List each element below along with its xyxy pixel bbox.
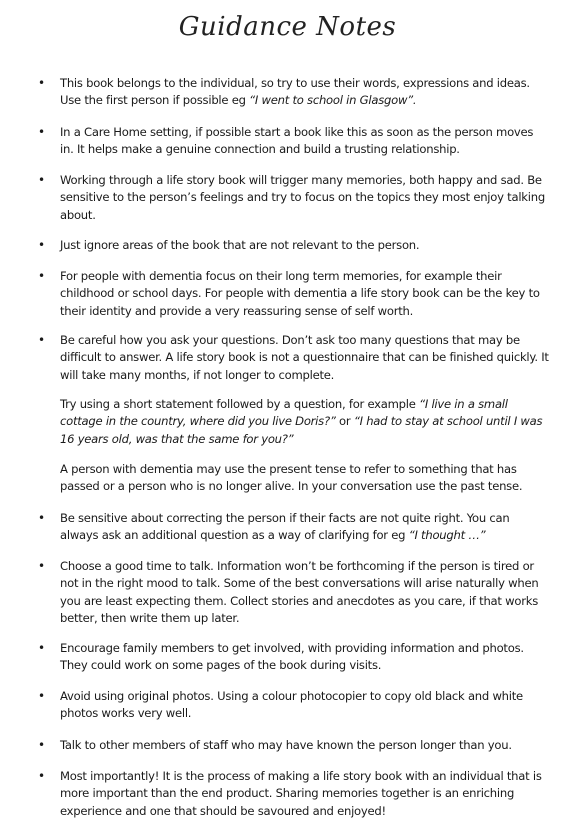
item-text: Avoid using original photos. Using a colour photocopier to copy old black and white photos works very well. (60, 689, 523, 721)
item-text: Most importantly! It is the process of making a life story book with an individual that is more important than the end product. Sharing memories together is an enriching experience and one that should be savoured and enjoyed! (60, 769, 542, 818)
guidance-item-good-time (38, 558, 550, 628)
guidance-paragraph-short-statement (60, 396, 550, 448)
guidance-item-care-home (38, 124, 550, 159)
item-text-mid: or (335, 414, 354, 429)
item-quote-2: “I had to stay at school until I was 16 years old, was that the same for you?” (60, 414, 543, 446)
guidance-item-first-person (38, 75, 550, 110)
bullet-icon: • (38, 76, 45, 90)
item-text: Be careful how you ask your questions. Don’t ask too many questions that may be difficult to answer. A life story book is not a questionnaire that can be finished quickly. It will take many months, if not longer to complete. (60, 333, 549, 382)
guidance-item-family (38, 640, 550, 675)
item-text: For people with dementia focus on their long term memories, for example their childhood or school days. For people with dementia a life story book can be the key to their identity and provide a very reassuring sense of self worth. (60, 269, 540, 318)
bullet-icon: • (38, 738, 45, 752)
bullet-icon: • (38, 689, 45, 703)
item-text: This book belongs to the individual, so try to use their words, expressions and ideas. Use the first person if possible eg (60, 76, 530, 108)
item-text: Working through a life story book will trigger many memories, both happy and sad. Be sensitive to the person’s feelings and try to focus on the topics they most enjoy talking about. (60, 173, 545, 222)
item-text: Be sensitive about correcting the person if their facts are not quite right. You can always ask an additional question as a way of clarifying for eg (60, 511, 510, 543)
bullet-icon: • (38, 769, 45, 783)
guidance-item-dementia (38, 268, 550, 320)
page-title: Guidance Notes (178, 12, 397, 42)
bullet-icon: • (38, 238, 45, 252)
guidance-item-memories (38, 172, 550, 224)
item-text: Encourage family members to get involved, with providing information and photos. They could work on some pages of the book during visits. (60, 641, 524, 673)
bullet-icon: • (38, 511, 45, 525)
item-quote: “I thought …” (408, 528, 486, 543)
bullet-icon: • (38, 173, 45, 187)
item-text: Choose a good time to talk. Information won’t be forthcoming if the person is tired or not in the right mood to talk. Some of the best conversations will arise naturally when you are least expecting them. Collect stories and anecdotes as you care, if that works better, then write them up later. (60, 559, 539, 626)
guidance-item-most-importantly (38, 768, 550, 820)
item-text: A person with dementia may use the present tense to refer to something that has passed or a person who is no longer alive. In your conversation use the past tense. (60, 462, 523, 494)
guidance-item-staff (38, 737, 550, 754)
item-text: Just ignore areas of the book that are not relevant to the person. (60, 238, 420, 252)
bullet-icon: • (38, 333, 45, 347)
guidance-item-photos (38, 688, 550, 723)
bullet-icon: • (38, 559, 45, 573)
bullet-icon: • (38, 269, 45, 283)
item-quote: “I went to school in Glasgow”. (249, 93, 417, 108)
bullet-icon: • (38, 641, 45, 655)
guidance-paragraph-present-tense (60, 461, 550, 496)
item-quote: “I live in a small cottage in the country, where did you live Doris?” (60, 397, 508, 429)
item-text: Try using a short statement followed by a question, for example (60, 397, 420, 411)
guidance-item-correcting (38, 510, 550, 545)
guidance-item-questions (38, 332, 550, 384)
item-text: Talk to other members of staff who may have known the person longer than you. (60, 738, 512, 752)
bullet-icon: • (38, 125, 45, 139)
item-text: In a Care Home setting, if possible start a book like this as soon as the person moves in. It helps make a genuine connection and build a trusting relationship. (60, 125, 534, 157)
guidance-item-ignore-areas (38, 237, 550, 254)
